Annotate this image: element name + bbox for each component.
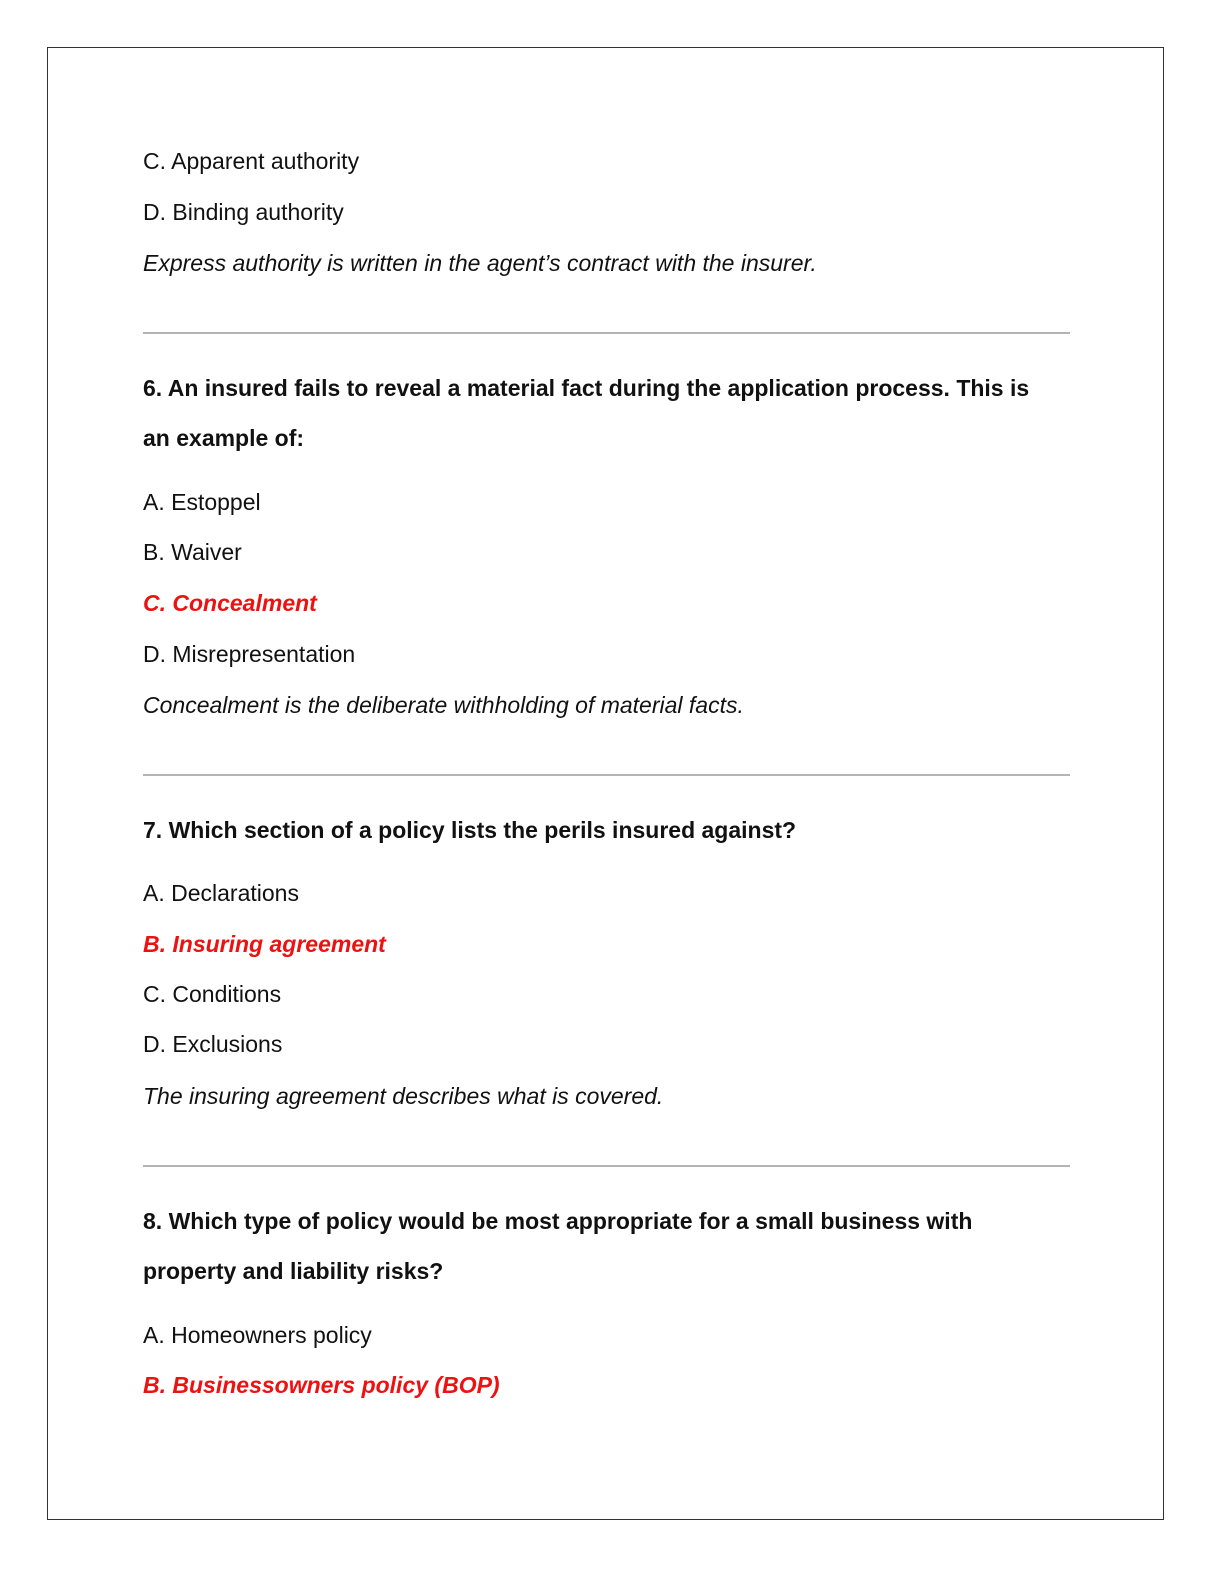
q7-option-c: C. Conditions: [143, 981, 282, 1007]
q5-explanation: Express authority is written in the agent’s contract with the insurer.: [143, 250, 817, 276]
q6-option-d: D. Misrepresentation: [143, 641, 356, 667]
q5-option-d: D. Binding authority: [143, 199, 344, 225]
q7-option-d: D. Exclusions: [143, 1031, 283, 1057]
q7-question-line1: 7. Which section of a policy lists the perils insured against?: [143, 817, 797, 843]
q7-explanation: The insuring agreement describes what is covered.: [143, 1083, 664, 1109]
q6-question-line2: an example of:: [143, 425, 305, 451]
divider: [143, 774, 1070, 776]
q8-option-a: A. Homeowners policy: [143, 1322, 372, 1348]
divider: [143, 1165, 1070, 1167]
q6-option-c-correct: C. Concealment: [143, 590, 317, 616]
q8-option-b-correct: B. Businessowners policy (BOP): [143, 1372, 500, 1398]
q7-option-a: A. Declarations: [143, 880, 299, 906]
q6-option-a: A. Estoppel: [143, 489, 261, 515]
q8-question-line1: 8. Which type of policy would be most appropriate for a small business with: [143, 1208, 973, 1234]
q6-option-b: B. Waiver: [143, 539, 242, 565]
q7-option-b-correct: B. Insuring agreement: [143, 931, 386, 957]
divider: [143, 332, 1070, 334]
q8-question-line2: property and liability risks?: [143, 1258, 444, 1284]
q6-explanation: Concealment is the deliberate withholding of material facts.: [143, 692, 744, 718]
q5-option-c: C. Apparent authority: [143, 148, 360, 174]
q6-question-line1: 6. An insured fails to reveal a material fact during the application process. This is: [143, 375, 1030, 401]
